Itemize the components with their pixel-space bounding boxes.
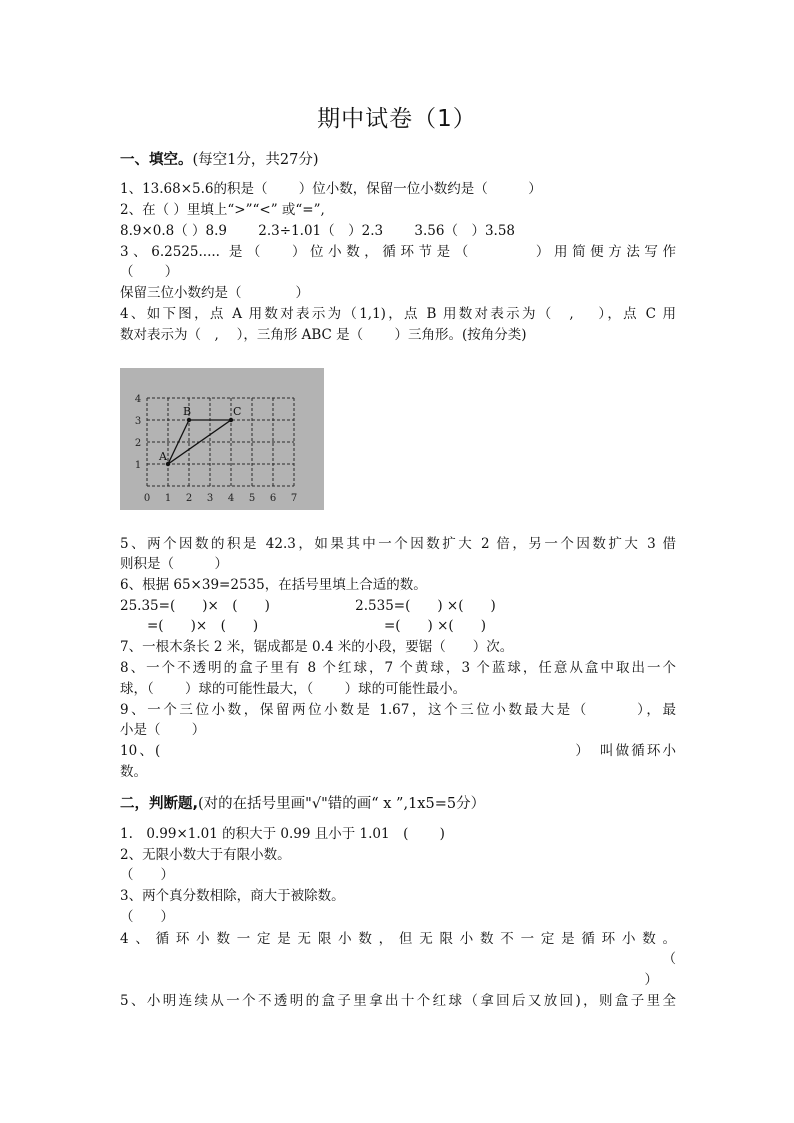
x-tick-label: 0 bbox=[143, 493, 151, 504]
question-8: 8、一个不透明的盒子里有 8 个红球，7 个黄球，3 个蓝球，任意从盒中取出一个 bbox=[120, 660, 676, 676]
question-10: 10、( ） 叫做循环小 bbox=[120, 743, 676, 759]
x-tick-label: 2 bbox=[185, 493, 193, 504]
question-10-continued: 数。 bbox=[120, 764, 147, 780]
x-tick-label: 5 bbox=[248, 493, 256, 504]
question-2-items: 8.9×0.8（ ）8.9 2.3÷1.01（ ）2.3 3.56（ ）3.58 bbox=[120, 223, 516, 239]
judge-question-1: 1. 0.99×1.01 的积大于 0.99 且小于 1.01 ( ) bbox=[120, 826, 445, 842]
judge-question-2-answer: （ ） bbox=[120, 867, 174, 883]
x-tick-label: 3 bbox=[206, 493, 214, 504]
y-tick-label: 4 bbox=[134, 394, 142, 405]
judge-question-4-open-paren: （ bbox=[662, 951, 676, 967]
question-2: 2、在（ ）里填上“>”“<” 或“=”, bbox=[120, 202, 325, 218]
coordinate-grid-figure bbox=[120, 368, 324, 510]
question-5: 5、两个因数的积是 42.3，如果其中一个因数扩大 2 倍，另一个因数扩大 3 借 bbox=[120, 536, 676, 552]
section-1-heading bbox=[120, 150, 676, 170]
judge-question-2: 2、无限小数大于有限小数。 bbox=[120, 847, 291, 863]
section-2-note: (对的在括号里画"√"错的画“ x ”,1x5=5分） bbox=[198, 796, 486, 812]
section-2-heading bbox=[120, 794, 676, 814]
question-3: 3、6.2525..... 是（ ）位小数，循环节是（ ）用简便方法写作 bbox=[120, 244, 676, 260]
point-label-a: A bbox=[159, 450, 167, 463]
judge-question-4: 4、循环小数一定是无限小数，但无限小数不一定是循环小数。 bbox=[120, 931, 676, 947]
judge-question-3-answer: （ ） bbox=[120, 909, 174, 925]
question-6-row-1: 25.35=( )× ( ) 2.535=( ) ×( ) bbox=[120, 598, 496, 614]
question-3-blank: （ ） bbox=[120, 264, 179, 280]
point-b bbox=[187, 418, 191, 422]
point-c bbox=[229, 418, 233, 422]
question-3-rounding: 保留三位小数约是（ ） bbox=[120, 285, 309, 301]
question-6-row-2: =( )× ( ) =( ) ×( ) bbox=[120, 618, 486, 634]
judge-question-5: 5、小明连续从一个不透明的盒子里拿出十个红球（拿回后又放回)，则盒子里全 bbox=[120, 993, 676, 1009]
point-label-c: C bbox=[233, 405, 242, 418]
point-label-b: B bbox=[183, 405, 192, 418]
page-title: 期中试卷（1） bbox=[317, 106, 477, 132]
x-tick-label: 1 bbox=[164, 493, 172, 504]
section-1-note: (每空1分，共27分) bbox=[192, 152, 319, 168]
question-9-continued: 小是（ ） bbox=[120, 722, 206, 738]
question-8-continued: 球，（ ）球的可能性最大，（ ）球的可能性最小。 bbox=[120, 681, 467, 697]
question-4-continued: 数对表示为（ , ），三角形 ABC 是（ ）三角形。(按角分类) bbox=[120, 327, 527, 343]
question-7: 7、一根木条长 2 米，锯成都是 0.4 米的小段，要锯（ ）次。 bbox=[120, 639, 514, 655]
judge-question-3: 3、两个真分数相除，商大于被除数。 bbox=[120, 888, 345, 904]
y-tick-label: 3 bbox=[134, 416, 142, 427]
y-tick-label: 2 bbox=[134, 438, 142, 449]
judge-question-4-close-paren: ） bbox=[644, 972, 658, 988]
y-tick-label: 1 bbox=[134, 460, 142, 471]
question-9: 9、一个三位小数，保留两位小数是 1.67，这个三位小数最大是（ ），最 bbox=[120, 702, 676, 718]
section-1-title: 一、填空。 bbox=[120, 152, 193, 168]
coordinate-grid bbox=[120, 368, 324, 510]
question-5-continued: 则积是（ ） bbox=[120, 556, 228, 572]
section-2-title: 二，判断题, bbox=[120, 796, 199, 812]
question-4: 4、如下图，点 A 用数对表示为（1,1)，点 B 用数对表示为（ , ），点 C 用 bbox=[120, 306, 676, 322]
question-6: 6、根据 65×39=2535，在括号里填上合适的数。 bbox=[120, 577, 427, 593]
x-tick-label: 6 bbox=[269, 493, 277, 504]
x-tick-label: 4 bbox=[227, 493, 235, 504]
x-tick-label: 7 bbox=[290, 493, 298, 504]
question-1: 1、13.68×5.6的积是（ ）位小数，保留一位小数约是（ ） bbox=[120, 181, 542, 197]
